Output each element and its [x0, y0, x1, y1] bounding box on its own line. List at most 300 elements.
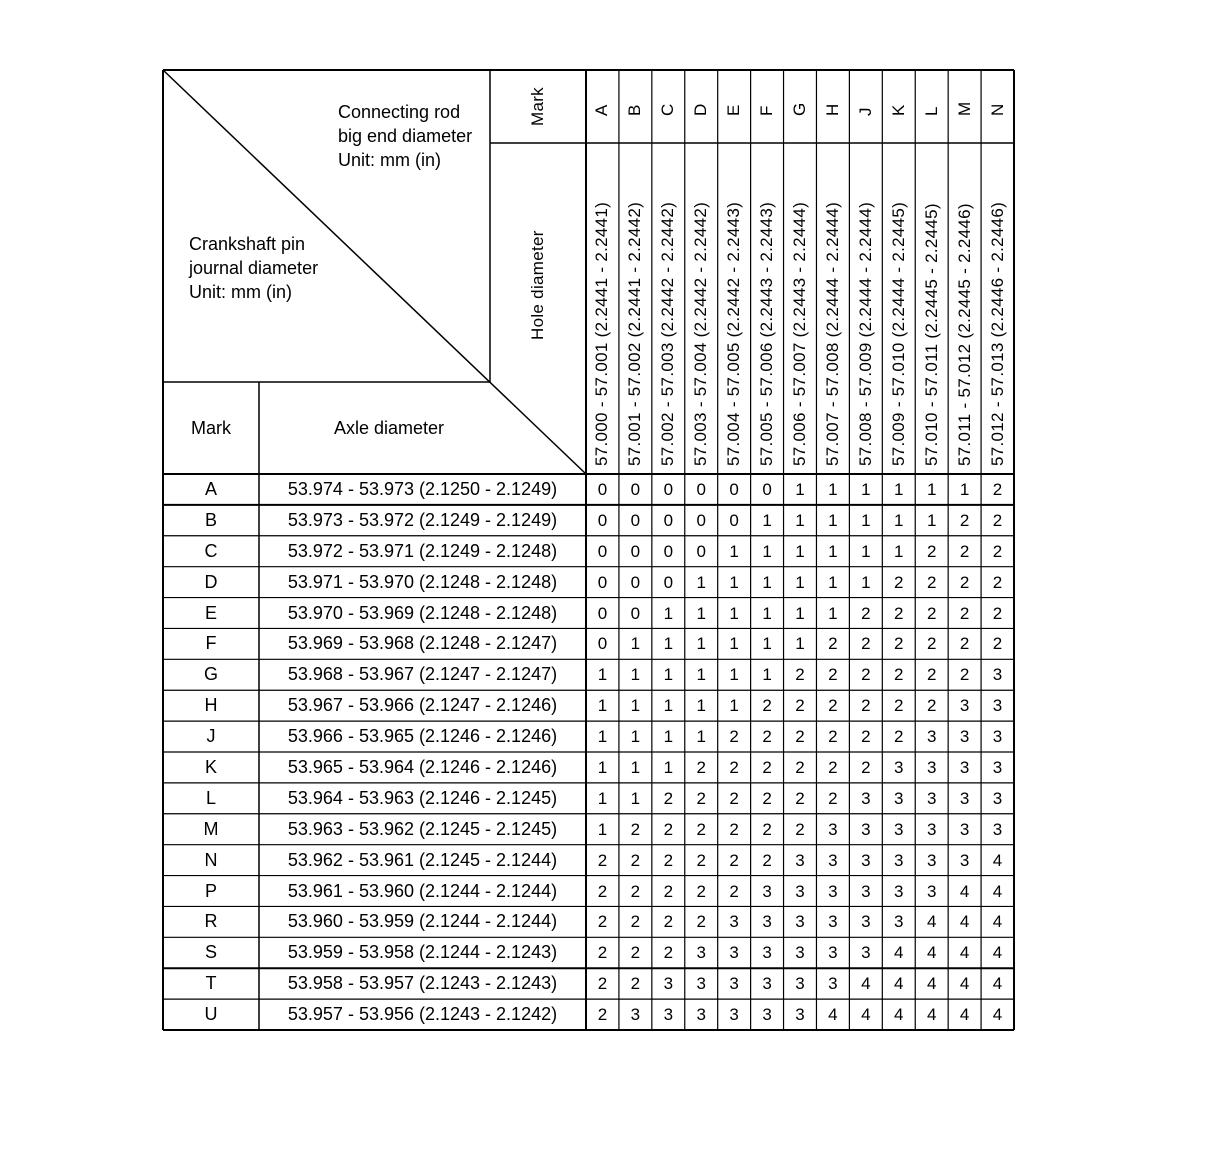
grade-cell: 2	[729, 819, 739, 839]
grade-cell: 1	[663, 696, 674, 716]
grade-cell: 3	[696, 974, 706, 994]
grade-cell: 2	[894, 696, 904, 716]
grade-cell: 2	[762, 727, 772, 747]
grade-cell: 4	[926, 1005, 937, 1025]
grade-cell: 1	[926, 510, 937, 530]
grade-cell: 2	[861, 634, 871, 654]
grade-cell: 1	[926, 480, 937, 499]
row-axle-diameter: 53.961 - 53.960 (2.1244 - 2.1244)	[287, 880, 558, 901]
grade-cell: 1	[762, 634, 772, 654]
column-mark: H	[822, 103, 842, 116]
grade-cell: 1	[795, 634, 805, 654]
grade-cell: 2	[729, 881, 739, 901]
mark-header-top: Mark	[528, 87, 547, 126]
row-mark: L	[205, 787, 216, 808]
row-axle-diameter: 53.972 - 53.971 (2.1249 - 2.1248)	[287, 540, 558, 561]
row-axle-diameter: 53.967 - 53.966 (2.1247 - 2.1246)	[287, 695, 558, 716]
grade-cell: 2	[729, 850, 739, 870]
column-mark: B	[625, 104, 645, 116]
connecting-rod-label: Connecting rod big end diameter Unit: mm (in)	[338, 102, 473, 170]
grade-cell: 2	[663, 788, 674, 808]
grade-cell: 1	[696, 572, 706, 592]
column-mark: K	[888, 104, 908, 116]
grade-cell: 0	[663, 541, 674, 561]
grade-cell: 0	[696, 480, 706, 499]
grade-cell: 1	[630, 696, 641, 716]
grade-cell: 2	[663, 850, 674, 870]
grade-cell: 4	[992, 943, 1003, 963]
grade-cell: 1	[762, 510, 772, 530]
row-mark: R	[204, 911, 218, 932]
grade-cell: 2	[828, 788, 838, 808]
grade-cell: 1	[795, 480, 805, 499]
grade-cell: 2	[729, 727, 739, 747]
grade-cell: 1	[762, 541, 772, 561]
mark-header-left: Mark	[191, 418, 231, 438]
grade-cell: 2	[630, 974, 641, 994]
grade-cell: 2	[630, 943, 641, 963]
grade-cell: 3	[926, 758, 937, 777]
grade-cell: 1	[696, 696, 706, 716]
grade-cell: 1	[663, 603, 674, 623]
grade-cell: 2	[762, 850, 772, 870]
grade-cell: 2	[828, 696, 838, 716]
grade-cell: 3	[795, 1005, 805, 1025]
row-axle-diameter: 53.964 - 53.963 (2.1246 - 2.1245)	[287, 787, 558, 808]
grade-cell: 2	[663, 819, 674, 839]
grade-cell: 1	[729, 541, 739, 561]
grade-cell: 1	[696, 603, 706, 623]
column-mark: A	[592, 104, 612, 116]
column-hole-diameter: 57.011 - 57.012 (2.2445 - 2.2446)	[954, 203, 974, 466]
grade-cell: 2	[894, 665, 904, 685]
grade-cell: 3	[828, 943, 838, 963]
grade-cell: 2	[828, 634, 838, 654]
grade-cell: 1	[894, 480, 904, 499]
grade-cell: 3	[663, 1005, 674, 1025]
grade-cell: 3	[630, 1005, 641, 1025]
grade-cell: 2	[762, 696, 772, 716]
grade-cell: 1	[597, 758, 608, 777]
grade-cell: 4	[992, 881, 1003, 901]
grade-cell: 3	[926, 727, 937, 747]
grade-cell: 3	[992, 788, 1003, 808]
column-mark: C	[658, 103, 678, 116]
grade-cell: 1	[597, 788, 608, 808]
column-mark: M	[954, 101, 974, 116]
grade-cell: 3	[861, 943, 871, 963]
grade-cell: 4	[894, 943, 904, 963]
grade-cell: 1	[696, 665, 706, 685]
grade-cell: 2	[630, 850, 641, 870]
grade-cell: 2	[992, 541, 1003, 561]
grade-cell: 2	[597, 943, 608, 963]
grade-cell: 4	[959, 943, 970, 963]
grade-cell: 0	[597, 603, 608, 623]
grade-cell: 1	[630, 634, 641, 654]
grade-cell: 3	[795, 943, 805, 963]
grade-cell: 1	[795, 541, 805, 561]
grade-cell: 4	[861, 974, 871, 994]
grade-cell: 0	[597, 634, 608, 654]
grade-cell: 3	[894, 758, 904, 777]
grade-cell: 2	[959, 541, 970, 561]
grade-cell: 1	[861, 480, 871, 499]
grade-cell: 1	[663, 727, 674, 747]
row-mark: B	[204, 509, 217, 530]
grade-cell: 2	[696, 788, 706, 808]
grade-cell: 3	[992, 696, 1003, 716]
grade-cell: 0	[762, 480, 772, 499]
grade-cell: 2	[795, 788, 805, 808]
grade-cell: 1	[630, 665, 641, 685]
grade-cell: 1	[663, 665, 674, 685]
grade-cell: 2	[762, 758, 772, 777]
grade-cell: 1	[959, 480, 970, 499]
column-hole-diameter: 57.010 - 57.011 (2.2445 - 2.2445)	[921, 203, 941, 466]
grade-cell: 4	[894, 974, 904, 994]
grade-cell: 3	[762, 974, 772, 994]
grade-cell: 2	[861, 696, 871, 716]
grade-cell: 2	[630, 912, 641, 932]
grade-cell: 3	[894, 912, 904, 932]
grade-cell: 2	[926, 603, 937, 623]
grade-cell: 0	[597, 541, 608, 561]
grade-cell: 3	[663, 974, 674, 994]
grade-cell: 2	[959, 510, 970, 530]
grade-cell: 0	[597, 572, 608, 592]
column-hole-diameter: 57.012 - 57.013 (2.2446 - 2.2446)	[987, 201, 1007, 466]
column-mark: G	[790, 102, 809, 116]
grade-cell: 2	[959, 572, 970, 592]
grade-cell: 3	[959, 819, 970, 839]
grade-cell: 4	[959, 974, 970, 994]
grade-cell: 2	[828, 758, 838, 777]
grade-cell: 0	[729, 510, 739, 530]
grade-cell: 0	[597, 510, 608, 530]
row-axle-diameter: 53.965 - 53.964 (2.1246 - 2.1246)	[287, 757, 558, 777]
column-hole-diameter: 57.004 - 57.005 (2.2442 - 2.2443)	[724, 201, 744, 466]
grade-cell: 2	[926, 541, 937, 561]
grade-cell: 3	[861, 788, 871, 808]
grade-cell: 1	[597, 665, 608, 685]
grade-cell: 2	[795, 819, 805, 839]
grade-cell: 1	[762, 603, 772, 623]
row-axle-diameter: 53.962 - 53.961 (2.1245 - 2.1244)	[287, 849, 558, 870]
grade-cell: 2	[959, 603, 970, 623]
grade-cell: 2	[861, 727, 871, 747]
row-axle-diameter: 53.957 - 53.956 (2.1243 - 2.1242)	[287, 1004, 558, 1025]
row-mark: F	[205, 633, 217, 654]
grade-cell: 2	[926, 696, 937, 716]
column-mark: L	[921, 106, 941, 116]
grade-cell: 4	[992, 1005, 1003, 1025]
column-hole-diameter: 57.005 - 57.006 (2.2443 - 2.2443)	[757, 201, 777, 466]
row-mark: G	[203, 664, 218, 685]
grade-cell: 2	[696, 819, 706, 839]
grade-cell: 2	[663, 881, 674, 901]
grade-cell: 1	[630, 727, 641, 747]
grade-cell: 3	[894, 819, 904, 839]
grade-cell: 2	[762, 819, 772, 839]
grade-cell: 4	[926, 943, 937, 963]
grade-cell: 2	[861, 758, 871, 777]
column-hole-diameter: 57.001 - 57.002 (2.2441 - 2.2442)	[625, 201, 645, 466]
grade-cell: 1	[729, 696, 739, 716]
grade-cell: 2	[696, 912, 706, 932]
grade-cell: 2	[597, 881, 608, 901]
grade-cell: 2	[992, 480, 1003, 499]
grade-cell: 3	[861, 850, 871, 870]
grade-cell: 2	[894, 727, 904, 747]
row-mark: E	[204, 602, 217, 623]
grade-cell: 3	[729, 943, 739, 963]
row-axle-diameter: 53.958 - 53.957 (2.1243 - 2.1243)	[287, 973, 558, 994]
column-hole-diameter: 57.006 - 57.007 (2.2443 - 2.2444)	[790, 201, 809, 466]
grade-cell: 1	[729, 634, 739, 654]
row-axle-diameter: 53.971 - 53.970 (2.1248 - 2.1248)	[287, 571, 558, 592]
row-mark: J	[206, 726, 216, 747]
grade-cell: 2	[861, 665, 871, 685]
grade-cell: 2	[597, 912, 608, 932]
grade-cell: 1	[696, 727, 706, 747]
row-mark: N	[204, 849, 218, 870]
grade-cell: 3	[894, 850, 904, 870]
grade-cell: 2	[663, 943, 674, 963]
grade-cell: 3	[729, 1005, 739, 1025]
grade-cell: 0	[630, 572, 641, 592]
grade-cell: 2	[597, 974, 608, 994]
grade-cell: 2	[762, 788, 772, 808]
grade-cell: 3	[696, 943, 706, 963]
grade-cell: 0	[663, 510, 674, 530]
grade-cell: 3	[992, 727, 1003, 747]
grade-cell: 0	[663, 480, 674, 499]
grade-cell: 1	[597, 727, 608, 747]
grade-cell: 3	[959, 850, 970, 870]
grade-cell: 2	[959, 665, 970, 685]
grade-cell: 1	[828, 603, 838, 623]
row-axle-diameter: 53.970 - 53.969 (2.1248 - 2.1248)	[287, 602, 558, 623]
row-axle-diameter: 53.974 - 53.973 (2.1250 - 2.1249)	[287, 479, 558, 499]
grade-cell: 0	[696, 510, 706, 530]
row-axle-diameter: 53.960 - 53.959 (2.1244 - 2.1244)	[287, 911, 558, 932]
row-mark: H	[204, 695, 218, 716]
grade-cell: 3	[828, 881, 838, 901]
column-hole-diameter: 57.003 - 57.004 (2.2442 - 2.2442)	[691, 201, 711, 466]
column-hole-diameter: 57.009 - 57.010 (2.2444 - 2.2445)	[888, 201, 908, 466]
grade-cell: 2	[992, 603, 1003, 623]
grade-cell: 3	[992, 819, 1003, 839]
grade-cell: 2	[696, 850, 706, 870]
row-mark: T	[205, 973, 217, 994]
grade-cell: 4	[959, 912, 970, 932]
grade-cell: 4	[992, 850, 1003, 870]
grade-cell: 1	[861, 541, 871, 561]
grade-cell: 1	[795, 510, 805, 530]
row-axle-diameter: 53.963 - 53.962 (2.1245 - 2.1245)	[287, 818, 558, 839]
column-hole-diameter: 57.000 - 57.001 (2.2441 - 2.2441)	[592, 201, 612, 466]
axle-diameter-header: Axle diameter	[333, 418, 445, 438]
grade-cell: 3	[828, 912, 838, 932]
grade-cell: 3	[894, 881, 904, 901]
grade-cell: 3	[795, 912, 805, 932]
grade-cell: 2	[696, 881, 706, 901]
grade-cell: 2	[894, 603, 904, 623]
grade-cell: 0	[630, 510, 641, 530]
grade-cell: 3	[992, 665, 1003, 685]
grade-cell: 3	[762, 881, 772, 901]
grade-cell: 2	[861, 603, 871, 623]
grade-cell: 3	[959, 727, 970, 747]
column-hole-diameter: 57.007 - 57.008 (2.2444 - 2.2444)	[822, 201, 842, 466]
grade-cell: 0	[597, 480, 608, 499]
row-mark: C	[204, 540, 218, 561]
grade-cell: 1	[729, 572, 739, 592]
grade-cell: 1	[762, 665, 772, 685]
grade-cell: 3	[795, 974, 805, 994]
grade-cell: 0	[729, 480, 739, 499]
grade-cell: 3	[861, 912, 871, 932]
grade-cell: 3	[926, 881, 937, 901]
grade-cell: 4	[894, 1005, 904, 1025]
grade-cell: 1	[828, 572, 838, 592]
grade-cell: 2	[992, 572, 1003, 592]
grade-cell: 4	[992, 912, 1003, 932]
grade-cell: 0	[630, 603, 641, 623]
grade-cell: 2	[959, 634, 970, 654]
grade-cell: 3	[828, 819, 838, 839]
column-hole-diameter: 57.002 - 57.003 (2.2442 - 2.2442)	[658, 201, 678, 466]
grade-cell: 2	[597, 1005, 608, 1025]
row-mark: P	[204, 880, 217, 901]
row-mark: S	[204, 942, 217, 963]
grade-cell: 3	[828, 850, 838, 870]
grade-cell: 0	[696, 541, 706, 561]
row-mark: U	[204, 1004, 218, 1025]
grade-cell: 3	[861, 819, 871, 839]
row-axle-diameter: 53.973 - 53.972 (2.1249 - 2.1249)	[287, 509, 558, 530]
grade-cell: 2	[894, 634, 904, 654]
grade-cell: 3	[959, 758, 970, 777]
grade-cell: 3	[729, 912, 739, 932]
grade-cell: 2	[828, 727, 838, 747]
grade-cell: 3	[926, 850, 937, 870]
row-axle-diameter: 53.968 - 53.967 (2.1247 - 2.1247)	[287, 664, 558, 685]
grade-cell: 3	[926, 788, 937, 808]
column-mark: N	[987, 103, 1007, 116]
grade-cell: 2	[894, 572, 904, 592]
grade-cell: 0	[630, 480, 641, 499]
row-axle-diameter: 53.959 - 53.958 (2.1244 - 2.1243)	[287, 942, 558, 963]
grade-cell: 2	[828, 665, 838, 685]
grade-cell: 2	[597, 850, 608, 870]
hole-diameter-header: Hole diameter	[528, 230, 547, 340]
grade-cell: 2	[926, 665, 937, 685]
grade-cell: 1	[894, 541, 904, 561]
grade-cell: 4	[828, 1005, 838, 1025]
grade-cell: 2	[729, 788, 739, 808]
grade-cell: 3	[926, 819, 937, 839]
grade-cell: 3	[828, 974, 838, 994]
grade-cell: 3	[762, 1005, 772, 1025]
grade-cell: 2	[926, 634, 937, 654]
grade-cell: 3	[894, 788, 904, 808]
row-mark: A	[204, 479, 217, 499]
grade-cell: 1	[894, 510, 904, 530]
grade-cell: 1	[795, 603, 805, 623]
grade-cell: 2	[696, 758, 706, 777]
grade-cell: 2	[663, 912, 674, 932]
row-axle-diameter: 53.969 - 53.968 (2.1248 - 2.1247)	[287, 633, 558, 654]
grade-cell: 2	[729, 758, 739, 777]
grade-cell: 4	[959, 1005, 970, 1025]
grade-cell: 1	[729, 603, 739, 623]
grade-cell: 2	[795, 696, 805, 716]
grade-cell: 1	[828, 541, 838, 561]
grade-cell: 3	[795, 881, 805, 901]
grade-cell: 1	[597, 696, 608, 716]
grade-cell: 1	[861, 510, 871, 530]
grade-cell: 1	[630, 758, 641, 777]
column-mark: J	[855, 107, 875, 116]
grade-cell: 2	[795, 665, 805, 685]
grade-cell: 3	[959, 696, 970, 716]
grade-cell: 4	[926, 912, 937, 932]
row-axle-diameter: 53.966 - 53.965 (2.1246 - 2.1246)	[287, 726, 558, 747]
grade-cell: 1	[630, 788, 641, 808]
grade-cell: 3	[729, 974, 739, 994]
row-mark: D	[204, 571, 218, 592]
grade-cell: 1	[663, 758, 674, 777]
grade-cell: 4	[861, 1005, 871, 1025]
column-mark: F	[757, 105, 777, 116]
grade-cell: 1	[828, 510, 838, 530]
grade-cell: 3	[696, 1005, 706, 1025]
grade-cell: 2	[926, 572, 937, 592]
grade-cell: 1	[762, 572, 772, 592]
grade-cell: 4	[926, 974, 937, 994]
column-hole-diameter: 57.008 - 57.009 (2.2444 - 2.2444)	[855, 201, 875, 466]
column-mark: E	[724, 104, 744, 116]
row-mark: K	[204, 757, 217, 777]
grade-cell: 3	[762, 912, 772, 932]
grade-cell: 1	[597, 819, 608, 839]
grade-cell: 1	[828, 480, 838, 499]
grade-cell: 3	[959, 788, 970, 808]
grade-cell: 2	[795, 727, 805, 747]
grade-cell: 2	[992, 510, 1003, 530]
grade-cell: 3	[795, 850, 805, 870]
grade-cell: 1	[663, 634, 674, 654]
grade-cell: 3	[992, 758, 1003, 777]
grade-cell: 0	[663, 572, 674, 592]
grade-cell: 4	[959, 881, 970, 901]
grade-cell: 0	[630, 541, 641, 561]
crankshaft-label: Crankshaft pin journal diameter Unit: mm (in)	[189, 234, 319, 302]
grade-cell: 1	[729, 665, 739, 685]
grade-cell: 2	[795, 758, 805, 777]
grade-cell: 1	[861, 572, 871, 592]
grade-cell: 2	[630, 819, 641, 839]
grade-cell: 3	[762, 943, 772, 963]
grade-cell: 3	[861, 881, 871, 901]
grade-cell: 1	[696, 634, 706, 654]
column-mark: D	[691, 103, 711, 116]
row-mark: M	[203, 818, 219, 839]
grade-cell: 1	[795, 572, 805, 592]
grade-cell: 2	[992, 634, 1003, 654]
